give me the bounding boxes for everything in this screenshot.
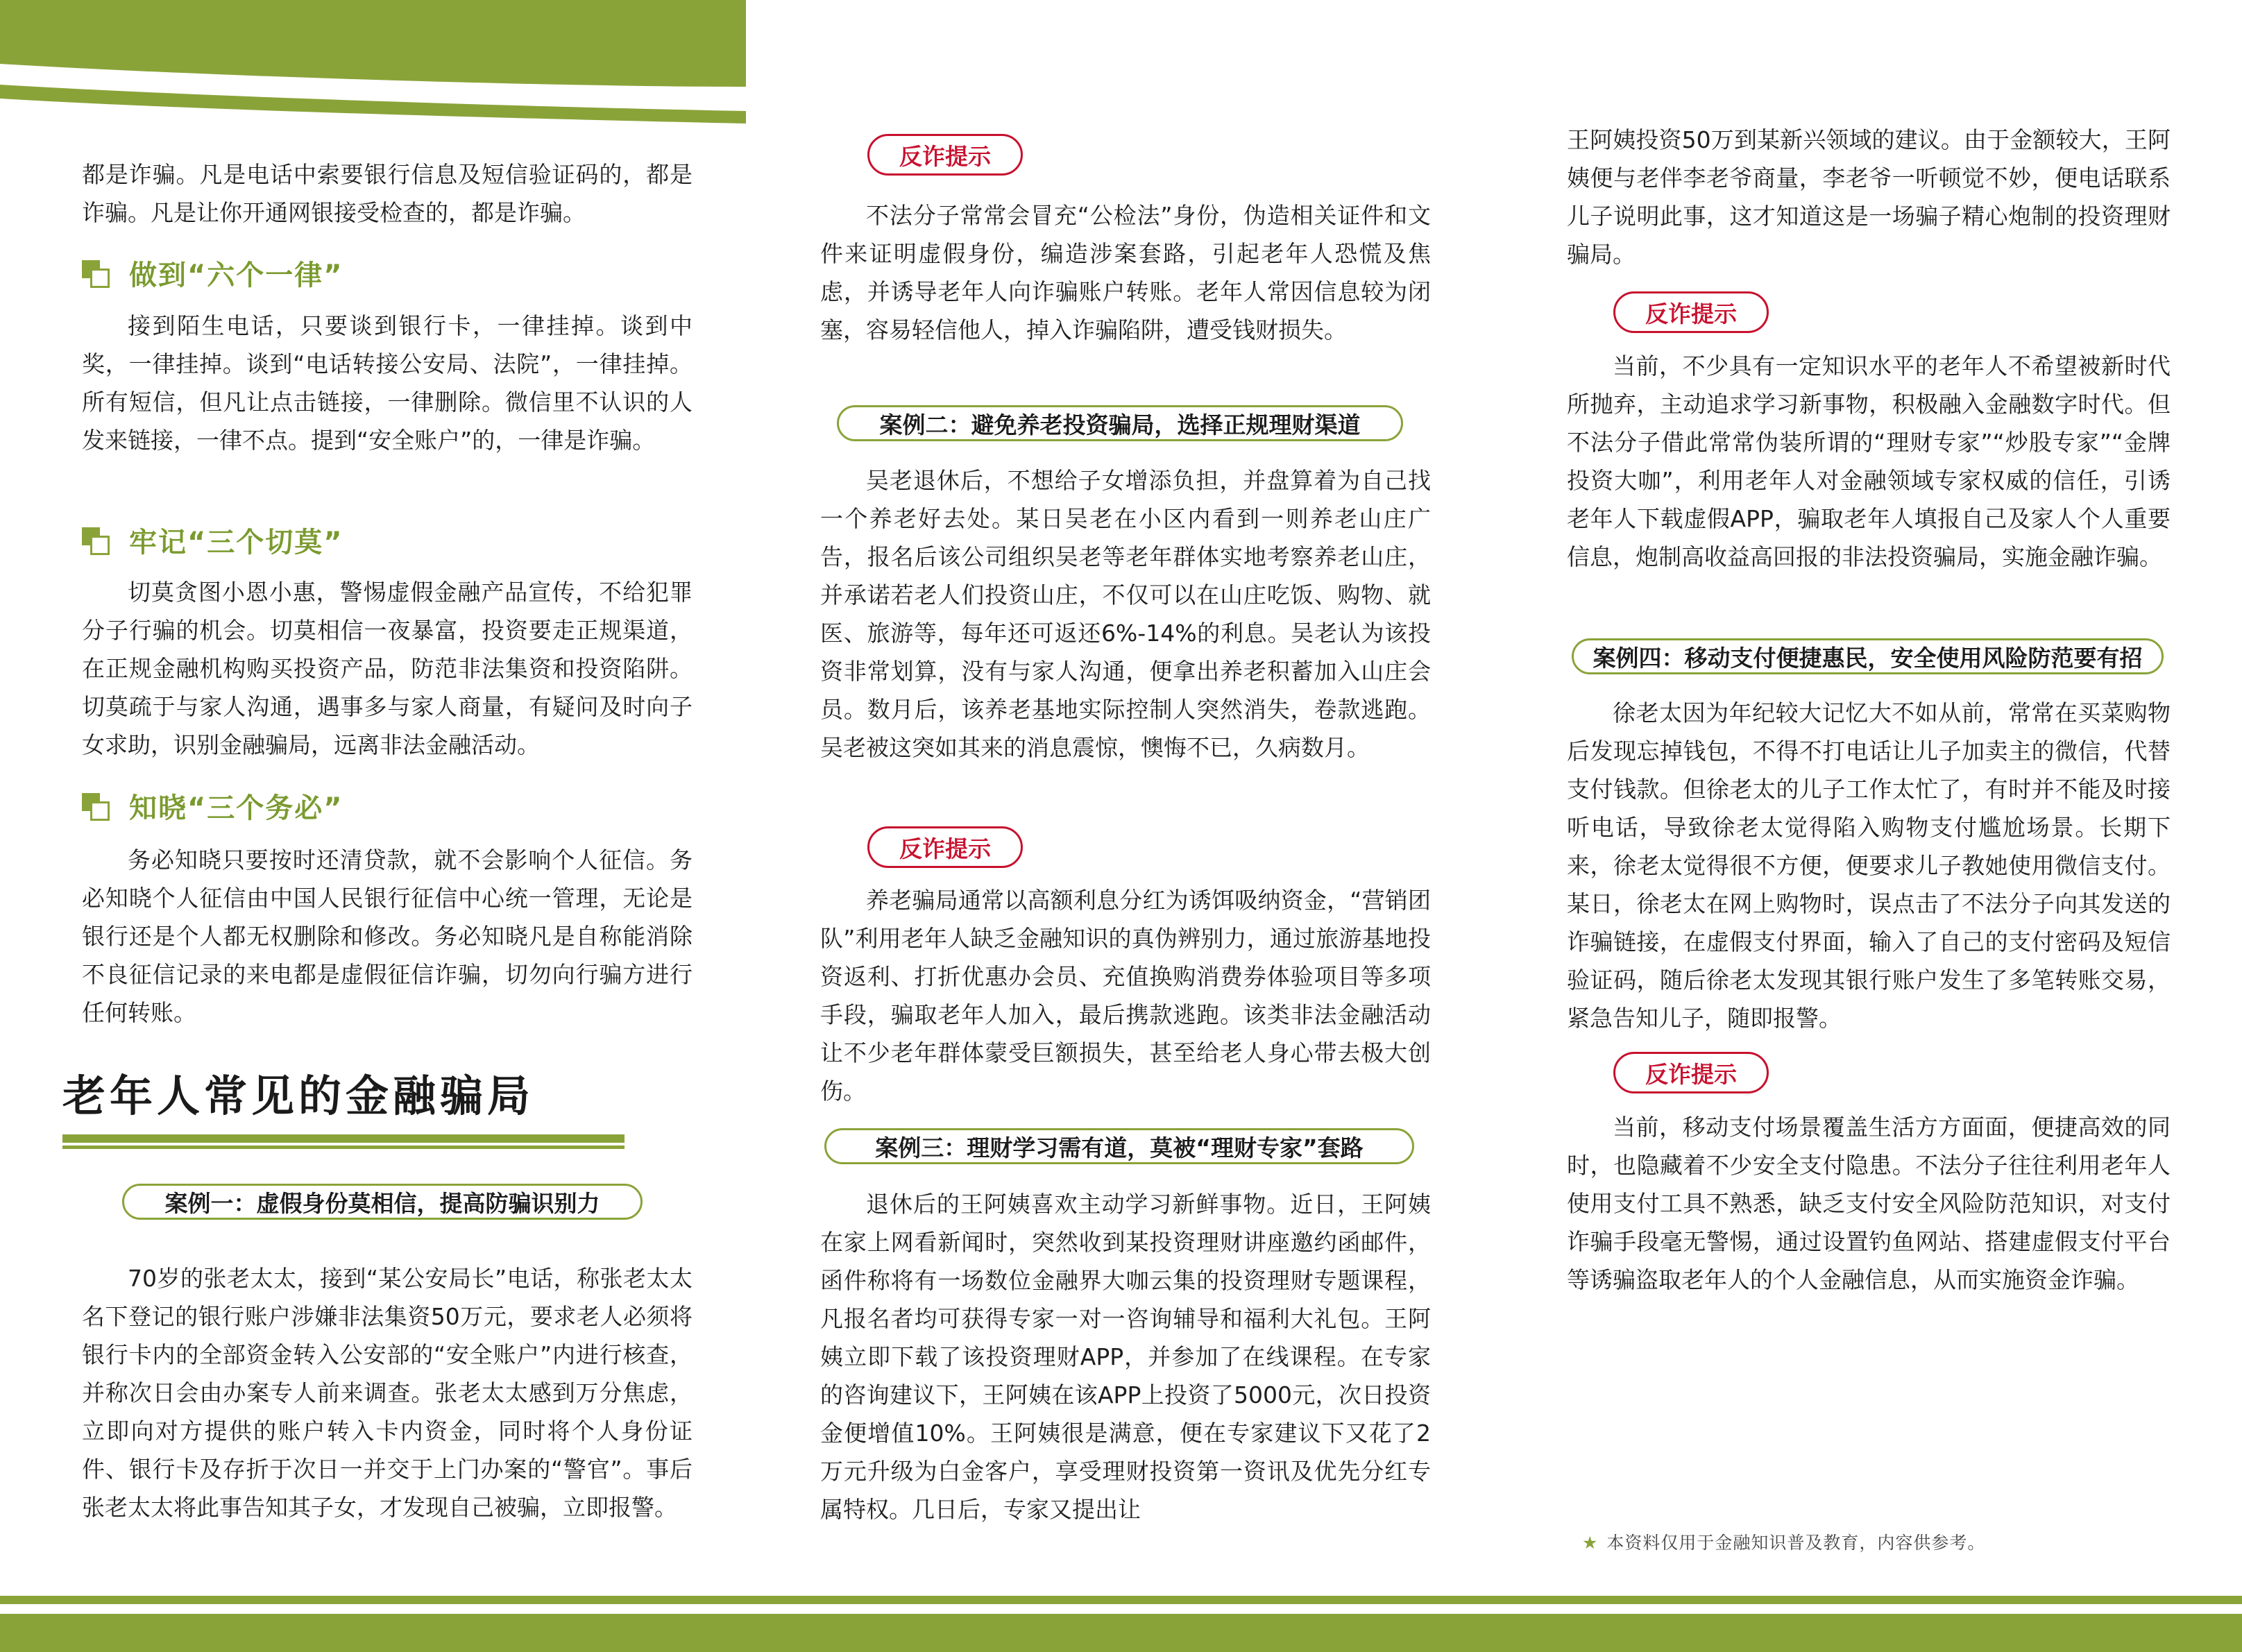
top-left-green-swoosh xyxy=(0,0,746,87)
page-title: 老年人常见的金融骗局 xyxy=(62,1071,535,1121)
section-heading-six-rules xyxy=(82,253,343,293)
tip-body-2: 养老骗局通常以高额利息分红为诱饵吸纳资金，“营销团队”利用老年人缺乏金融知识的真伪辨别力，通过旅游基地投资返利、打折优惠办会员、充值换购消费券体验项目等多项手段，骗取老年人加入，最后携款逃跑。该类非法金融活动让不少老年群体蒙受巨额损失，甚至给老人身心带去极大创伤。 xyxy=(820,887,1431,1105)
title-underline-thick xyxy=(62,1134,625,1143)
section-title: 做到“六个一律” xyxy=(129,259,343,291)
section-heading-three-donts xyxy=(82,520,343,560)
anti-fraud-tip-badge: 反诈提示 xyxy=(1613,291,1769,333)
section-heading-three-musts xyxy=(82,786,343,826)
section-body: 务必知晓只要按时还清贷款，就不会影响个人征信。务必知晓个人征信由中国人民银行征信中心统一管理，无论是银行还是个人都无权删除和修改。务必知晓凡是自称能消除不良征信记录的来电都是虚假征信诈骗，切勿向行骗方进行任何转账。 xyxy=(82,846,693,1026)
case-2-title-badge: 案例二：避免养老投资骗局，选择正规理财渠道 xyxy=(837,405,1403,441)
case-1-title-badge: 案例一：虚假身份莫相信，提高防骗识别力 xyxy=(122,1184,643,1220)
bottom-thick-stripe xyxy=(0,1614,2242,1652)
tip-body-4: 当前，移动支付场景覆盖生活方方面面，便捷高效的同时，也隐藏着不少安全支付隐患。不法分子往往利用老年人使用支付工具不熟悉，缺乏支付安全风险防范知识，对支付诈骗手段毫无警惕，通过设置钓鱼网站、搭建虚假支付平台等诱骗盗取老年人的个人金融信息，从而实施资金诈骗。 xyxy=(1567,1114,2171,1293)
top-left-thin-stripe xyxy=(0,85,746,124)
tip-body-3: 当前，不少具有一定知识水平的老年人不希望被新时代所抛弃，主动追求学习新事物，积极融入金融数字时代。但不法分子借此常常伪装所谓的“理财专家”“炒股专家”“金牌投资大咖”，利用老年人对金融领域专家权威的信任，引诱老年人下载虚假APP，骗取老年人填报自己及家人个人重要信息，炮制高收益高回报的非法投资骗局，实施金融诈骗。 xyxy=(1567,352,2171,570)
case-3-continued: 王阿姨投资50万到某新兴领域的建议。由于金额较大，王阿姨便与老伴李老爷商量，李老爷一听顿觉不妙，便电话联系儿子说明此事，这才知道这是一场骗子精心炮制的投资理财骗局。 xyxy=(1567,126,2171,268)
square-bullet-icon xyxy=(82,793,108,819)
section-title: 牢记“三个切莫” xyxy=(129,527,343,559)
footnote-text: 本资料仅用于金融知识普及教育，内容供参考。 xyxy=(1606,1533,1986,1553)
case-2-body: 吴老退休后，不想给子女增添负担，并盘算着为自己找一个养老好去处。某日吴老在小区内看到一则养老山庄广告，报名后该公司组织吴老等老年群体实地考察养老山庄，并承诺若老人们投资山庄，不仅可以在山庄吃饭、购物、就医、旅游等，每年还可返还6%-14%的利息。吴老认为该投资非常划算，没有与家人沟通，便拿出养老积蓄加入山庄会员。数月后，该养老基地实际控制人突然消失，卷款逃跑。吴老被这突如其来的消息震惊，懊悔不已，久病数月。 xyxy=(820,467,1431,761)
tip-body-1: 不法分子常常会冒充“公检法”身份，伪造相关证件和文件来证明虚假身份，编造涉案套路，引起老年人恐慌及焦虑，并诱导老年人向诈骗账户转账。老年人常因信息较为闭塞，容易轻信他人，掉入诈骗陷阱，遭受钱财损失。 xyxy=(820,202,1431,343)
anti-fraud-tip-badge: 反诈提示 xyxy=(867,826,1023,868)
case-4-body: 徐老太因为年纪较大记忆大不如从前，常常在买菜购物后发现忘掉钱包，不得不打电话让儿子加卖主的微信，代替支付钱款。但徐老太的儿子工作太忙了，有时并不能及时接听电话，导致徐老太觉得陷入购物支付尴尬场景。长期下来，徐老太觉得很不方便，便要求儿子教她使用微信支付。某日，徐老太在网上购物时，误点击了不法分子向其发送的诈骗链接，在虚假支付界面，输入了自己的支付密码及短信验证码，随后徐老太发现其银行账户发生了多笔转账交易，紧急告知儿子，随即报警。 xyxy=(1567,699,2171,1032)
anti-fraud-tip-badge: 反诈提示 xyxy=(867,134,1023,176)
anti-fraud-tip-badge: 反诈提示 xyxy=(1613,1052,1769,1093)
section-body: 接到陌生电话，只要谈到银行卡，一律挂掉。谈到中奖，一律挂掉。谈到“电话转接公安局、法院”，一律挂掉。所有短信，但凡让点击链接，一律删除。微信里不认识的人发来链接，一律不点。提到“安全账户”的，一律是诈骗。 xyxy=(82,312,693,454)
case-1-body: 70岁的张老太太，接到“某公安局长”电话，称张老太太名下登记的银行账户涉嫌非法集资50万元，要求老人必须将银行卡内的全部资金转入公安部的“安全账户”内进行核查，并称次日会由办案专人前来调查。张老太太感到万分焦虑，立即向对方提供的账户转入卡内资金，同时将个人身份证件、银行卡及存折于次日一并交于上门办案的“警官”。事后张老太太将此事告知其子女，才发现自己被骗，立即报警。 xyxy=(82,1265,693,1521)
square-bullet-icon xyxy=(82,260,108,287)
section-title: 知晓“三个务必” xyxy=(129,792,343,824)
title-underline-thin xyxy=(62,1146,625,1149)
star-icon: ★ xyxy=(1582,1533,1599,1553)
case-3-title-badge: 案例三：理财学习需有道，莫被“理财专家”套路 xyxy=(824,1128,1414,1164)
section-body: 切莫贪图小恩小惠，警惕虚假金融产品宣传，不给犯罪分子行骗的机会。切莫相信一夜暴富，投资要走正规渠道，在正规金融机构购买投资产品，防范非法集资和投资陷阱。切莫疏于与家人沟通，遇事多与家人商量，有疑问及时向子女求助，识别金融骗局，远离非法金融活动。 xyxy=(82,579,693,758)
case-4-title-badge: 案例四：移动支付便捷惠民，安全使用风险防范要有招 xyxy=(1572,638,2164,674)
case-3-body: 退休后的王阿姨喜欢主动学习新鲜事物。近日，王阿姨在家上网看新闻时，突然收到某投资理财讲座邀约函邮件，函件称将有一场数位金融界大咖云集的投资理财专题课程，凡报名者均可获得专家一对一咨询辅导和福利大礼包。王阿姨立即下载了该投资理财APP，并参加了在线课程。在专家的咨询建议下，王阿姨在该APP上投资了5000元，次日投资金便增值10%。王阿姨很是满意，便在专家建议下又花了2万元升级为白金客户，享受理财投资第一资讯及优先分红专属特权。几日后，专家又提出让 xyxy=(820,1191,1431,1523)
footnote xyxy=(1582,1529,1985,1554)
square-bullet-icon xyxy=(82,527,108,554)
intro-paragraph: 都是诈骗。凡是电话中索要银行信息及短信验证码的，都是诈骗。凡是让你开通网银接受检查的，都是诈骗。 xyxy=(82,161,693,226)
bottom-thin-stripe xyxy=(0,1596,2242,1604)
